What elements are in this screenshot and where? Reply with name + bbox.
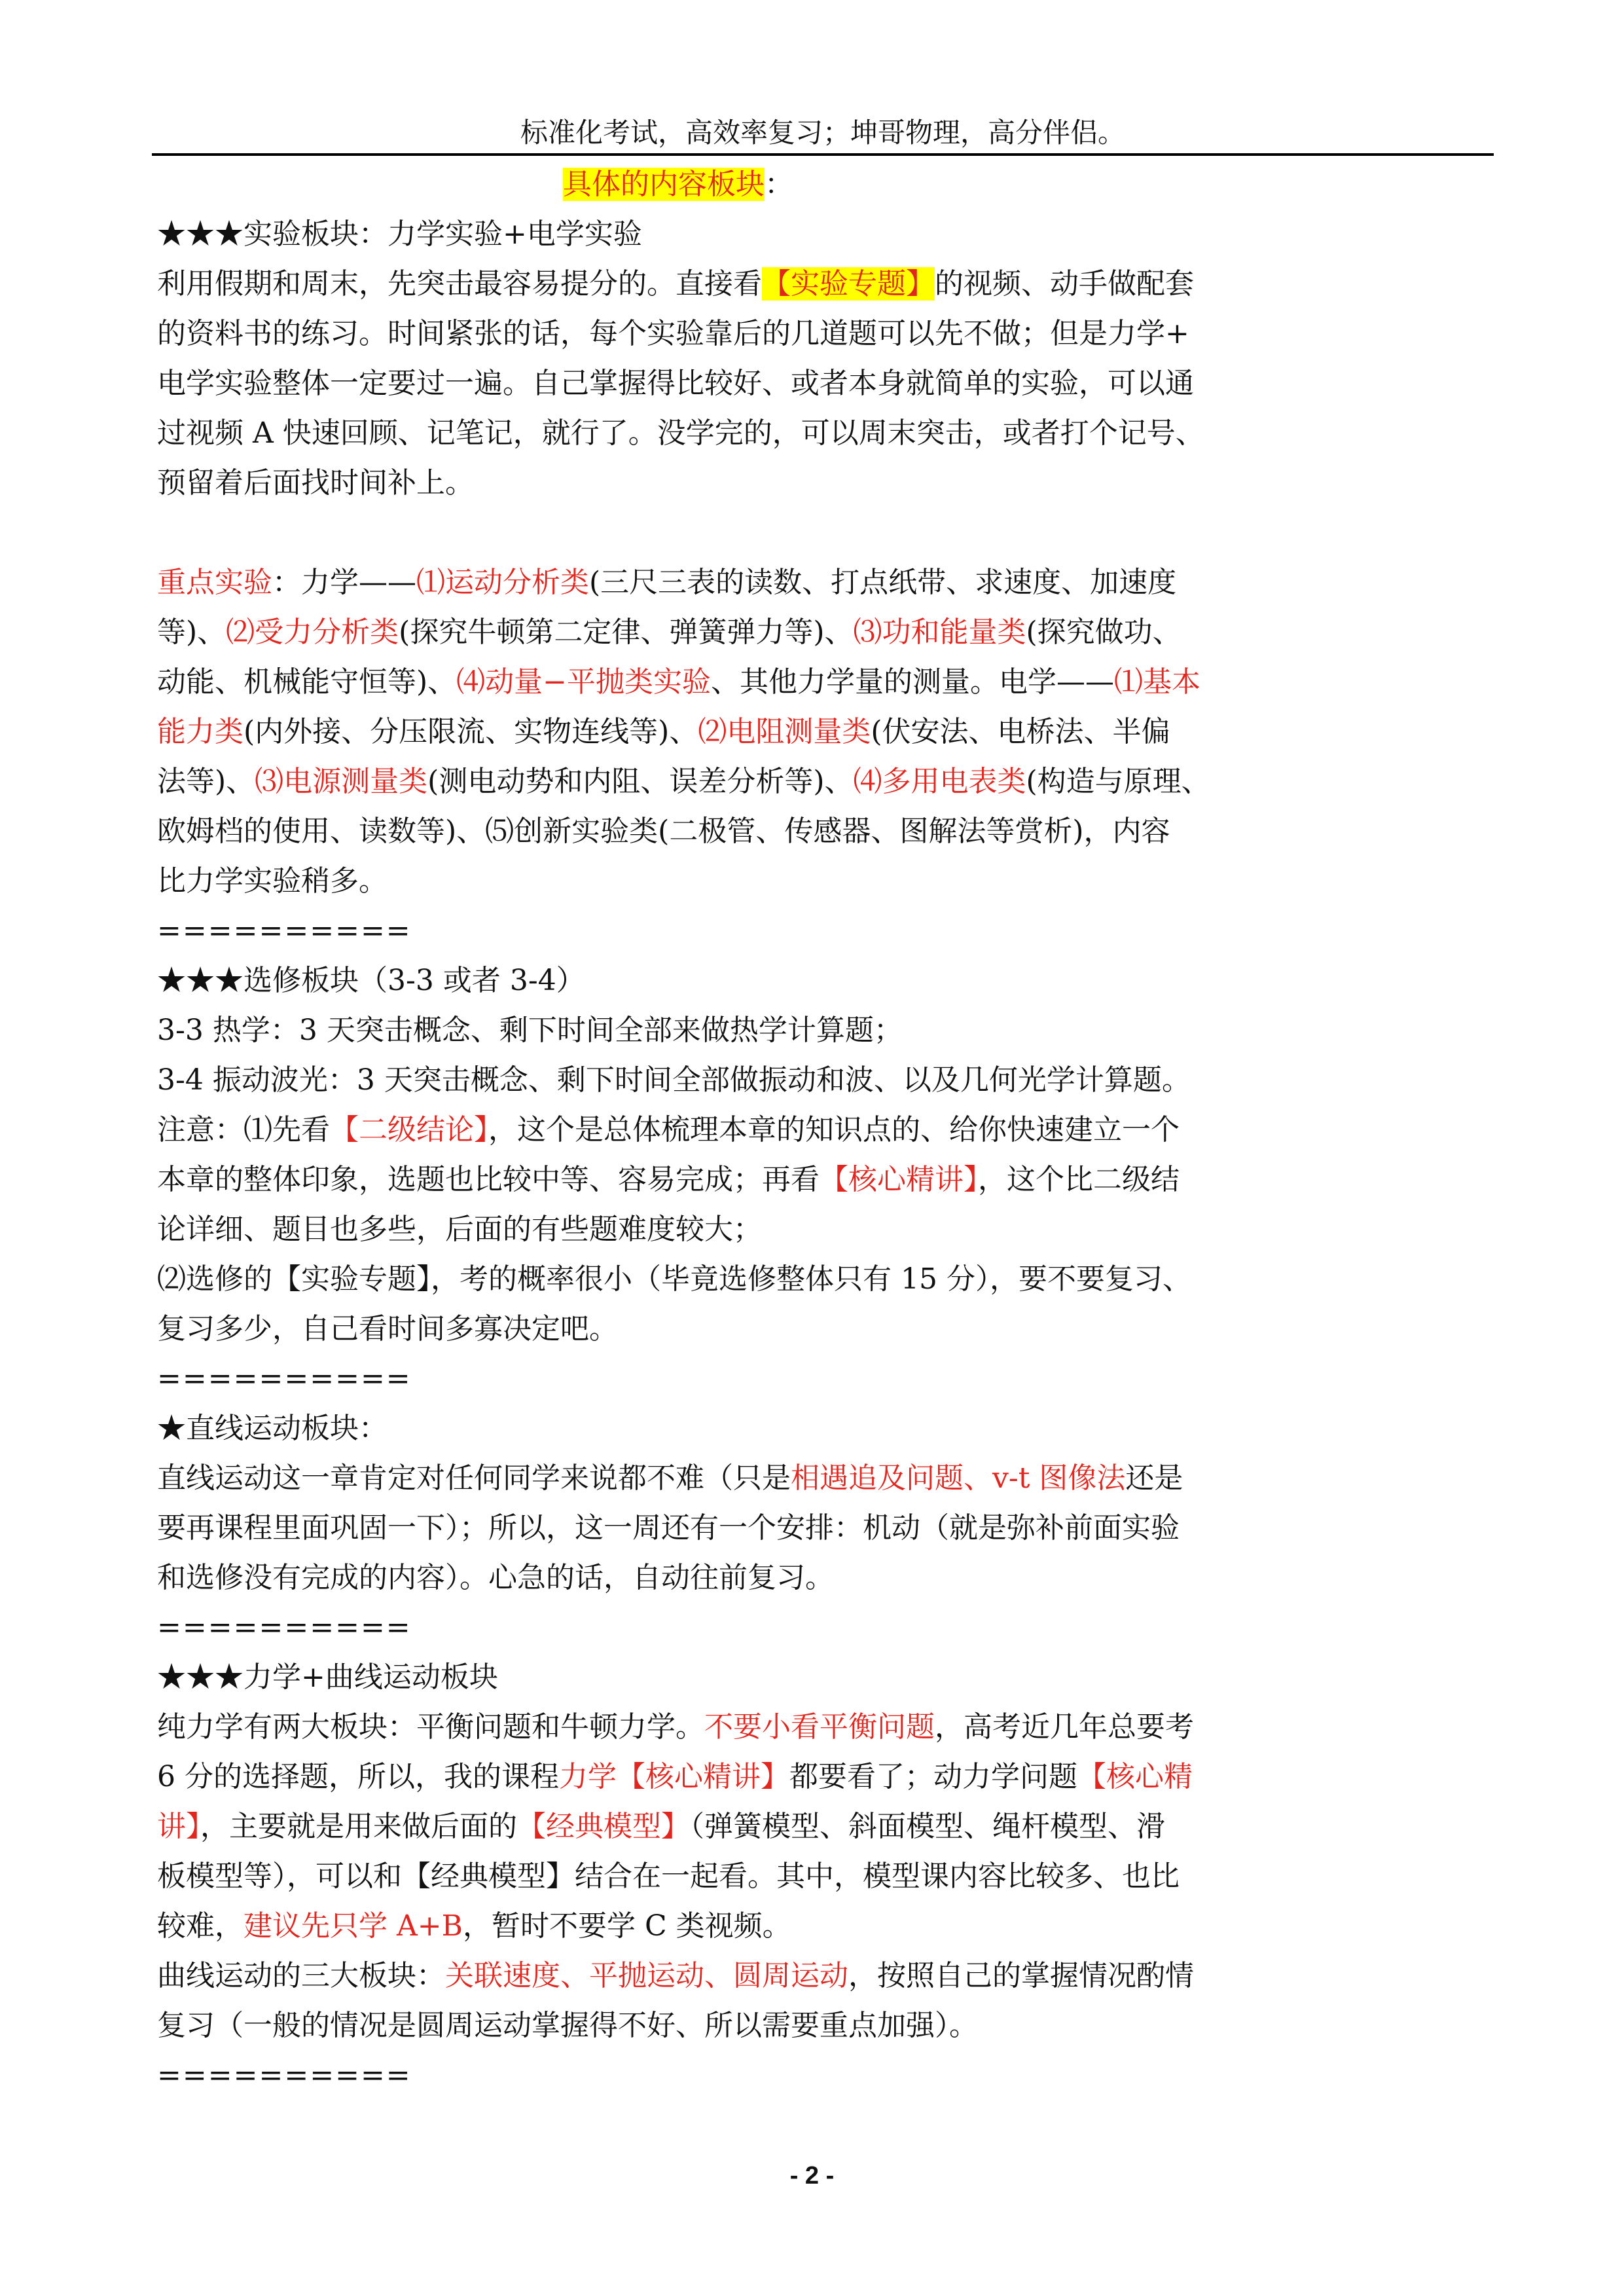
text-line [157,359,1486,409]
text-segment: 能力类 [157,715,244,748]
text-line [157,1603,1486,1653]
text-segment: (构造与原理、 [1026,765,1210,798]
text-segment: 建议先只学 A+B [244,1909,463,1943]
text-segment: ========== [157,2059,412,2092]
text-segment: ⑴运动分析类 [416,566,589,599]
text-segment: 复习多少，自己看时间多寡决定吧。 [157,1312,618,1346]
text-segment: ⑷动量−平抛类实验 [456,665,712,699]
text-segment: ⑷多用电表类 [853,765,1026,798]
text-segment: ⑶电源测量类 [255,765,428,798]
text-segment: 【核心精 [1077,1760,1193,1793]
header-divider [152,153,1494,156]
text-segment: 的视频、动手做配套 [935,267,1194,301]
text-segment: 具体的内容板块 [563,168,765,201]
text-segment: 比力学实验稍多。 [157,864,388,898]
text-segment: ，主要就是用来做后面的 [200,1810,517,1843]
text-segment: 预留着后面找时间补上。 [157,466,474,500]
text-segment: (伏安法、电桥法、半偏 [871,715,1170,748]
text-segment: 过视频 A 快速回顾、记笔记，就行了。没学完的，可以周末突击，或者打个记号、 [157,416,1204,450]
text-line [157,1006,1486,1055]
text-segment: 3-3 热学：3 天突击概念、剩下时间全部来做热学计算题； [157,1014,903,1047]
text-segment: ： [765,168,793,201]
text-line [157,259,1486,309]
text-segment: ⑵选修的【实验专题】，考的概率很小（毕竟选修整体只有 15 分），要不要复习、 [157,1262,1191,1296]
text-segment: 复习（一般的情况是圆周运动掌握得不好、所以需要重点加强）。 [157,2009,978,2042]
text-line [157,1752,1486,1802]
text-segment: ⑵受力分析类 [226,615,399,649]
text-line [157,2001,1486,2051]
text-line [157,608,1486,657]
page-number: - 2 - [789,2162,835,2190]
text-line [157,458,1486,508]
text-segment: 、其他力学量的测量。电学—— [711,665,1115,699]
text-segment: 【经典模型】 [517,1810,690,1843]
text-segment: ========== [157,914,412,947]
text-line [157,558,1486,608]
text-segment: 和选修没有完成的内容）。心急的话，自动往前复习。 [157,1561,834,1594]
text-line [157,1653,1486,1702]
text-line [157,309,1486,359]
text-segment: 注意：⑴先看 [157,1113,330,1146]
text-segment: 纯力学有两大板块：平衡问题和牛顿力学。 [157,1710,704,1744]
text-segment: 【核心精讲】 [820,1163,978,1196]
text-segment: 关联速度、平抛运动、圆周运动 [445,1959,848,1992]
text-segment: (三尺三表的读数、打点纸带、求速度、加速度 [589,566,1177,599]
text-line [157,1503,1486,1553]
text-segment: (探究做功、 [1026,615,1182,649]
text-line [157,657,1486,707]
text-segment: 欧姆档的使用、读数等)、⑸创新实验类(二极管、传感器、图解法等赏析)，内容 [157,815,1170,848]
text-line [157,1205,1486,1255]
text-segment: 不要小看平衡问题 [704,1710,935,1744]
text-segment: 还是 [1125,1461,1183,1495]
text-segment: ★★★实验板块：力学实验+电学实验 [157,217,642,251]
text-segment: 利用假期和周末，先突击最容易提分的。直接看 [157,267,762,301]
text-line [157,1553,1486,1603]
text-segment: 板模型等），可以和【经典模型】结合在一起看。其中，模型课内容比较多、也比 [157,1860,1180,1893]
text-line [157,508,1486,558]
text-segment: 法等)、 [157,765,255,798]
text-line [157,1255,1486,1304]
text-line [157,1304,1486,1354]
text-segment: 3-4 振动波光：3 天突击概念、剩下时间全部做振动和波、以及几何光学计算题。 [157,1063,1191,1097]
text-line [157,956,1486,1006]
text-segment: ⑴基本 [1114,665,1201,699]
text-line [157,1454,1486,1503]
text-segment: ，这个比二级结 [978,1163,1180,1196]
text-segment: ，高考近几年总要考 [935,1710,1194,1744]
text-segment: 相遇追及问题、v-t 图像法 [791,1461,1126,1495]
text-segment: 都要看了；动力学问题 [789,1760,1077,1793]
text-segment: ，按照自己的掌握情况酌情 [848,1959,1194,1992]
text-segment: (测电动势和内阻、误差分析等)、 [427,765,854,798]
text-segment: ⑵电阻测量类 [698,715,871,748]
text-line [157,757,1486,807]
text-segment: ⑶功和能量类 [853,615,1026,649]
text-line [157,1055,1486,1105]
text-line [157,707,1486,757]
text-segment: ：力学—— [272,566,416,599]
text-line [157,1951,1486,2001]
text-line [157,1105,1486,1155]
text-segment: 论详细、题目也多些，后面的有些题难度较大； [157,1213,762,1246]
text-line [157,1354,1486,1404]
text-segment: ========== [157,1362,412,1395]
text-segment: 较难， [157,1909,244,1943]
text-line [157,856,1486,906]
text-segment: 6 分的选择题，所以，我的课程 [157,1760,559,1793]
text-segment: 【二级结论】 [330,1113,488,1146]
text-line [157,1901,1486,1951]
text-line [157,1852,1486,1901]
text-line [157,807,1486,856]
text-line [157,160,1486,210]
text-segment: ★★★选修板块（3-3 或者 3-4） [157,964,585,997]
text-segment: 【实验专题】 [762,267,935,301]
text-segment: 的资料书的练习。时间紧张的话，每个实验靠后的几道题可以先不做；但是力学+ [157,317,1189,350]
text-segment: 等)、 [157,615,226,649]
text-line [157,1702,1486,1752]
text-segment: ★★★力学+曲线运动板块 [157,1660,498,1694]
text-segment: ★直线运动板块： [157,1412,388,1445]
text-segment: 本章的整体印象，选题也比较中等、容易完成；再看 [157,1163,820,1196]
text-segment: 电学实验整体一定要过一遍。自己掌握得比较好、或者本身就简单的实验，可以通 [157,367,1194,400]
text-line [157,1404,1486,1454]
page-header: 标准化考试，高效率复习；坤哥物理，高分伴侣。 [520,117,1125,149]
text-segment: (内外接、分压限流、实物连线等)、 [244,715,698,748]
text-line [157,2051,1486,2100]
text-segment: 讲】 [157,1810,200,1843]
text-segment: 直线运动这一章肯定对任何同学来说都不难（只是 [157,1461,791,1495]
text-segment: 动能、机械能守恒等)、 [157,665,457,699]
text-line [157,210,1486,259]
text-line [157,1155,1486,1205]
text-segment: ，暂时不要学 C 类视频。 [462,1909,791,1943]
text-segment: ========== [157,1611,412,1644]
text-segment: 曲线运动的三大板块： [157,1959,445,1992]
text-line [157,409,1486,458]
text-line [157,1802,1486,1852]
document-body [157,160,1486,2100]
text-segment: 力学【核心精讲】 [558,1760,789,1793]
text-line [157,906,1486,956]
text-segment: 要再课程里面巩固一下）；所以，这一周还有一个安排：机动（就是弥补前面实验 [157,1511,1180,1545]
text-segment: ，这个是总体梳理本章的知识点的、给你快速建立一个 [488,1113,1180,1146]
text-segment: 重点实验 [157,566,272,599]
text-segment: （弹簧模型、斜面模型、绳杆模型、滑 [690,1810,1165,1843]
text-segment: (探究牛顿第二定律、弹簧弹力等)、 [399,615,854,649]
